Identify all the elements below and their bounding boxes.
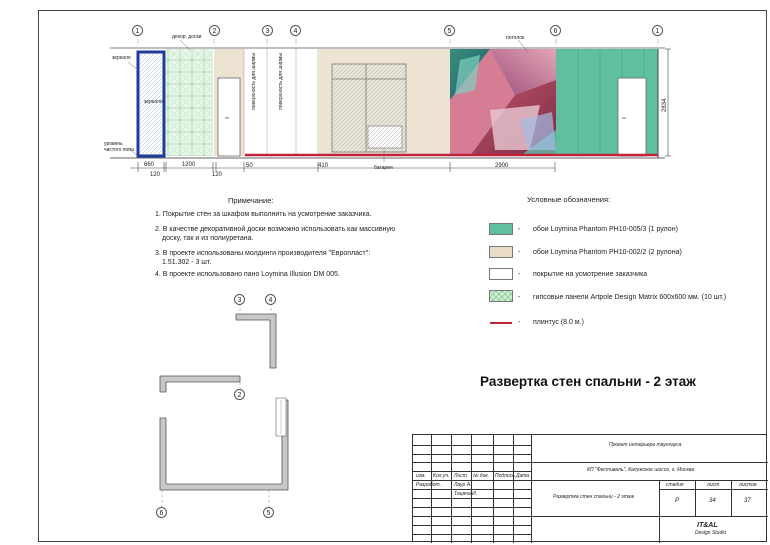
axis-marker: 4	[290, 25, 301, 36]
legend-item: обои Loymina Phantom PH10-002/2 (2 рулона)	[533, 249, 682, 256]
legend-swatch	[489, 246, 513, 258]
stage-header: стадия	[666, 482, 684, 488]
plan-axis-marker: 2	[234, 389, 245, 400]
sheet-header: лист	[707, 482, 720, 488]
legend-swatch	[489, 268, 513, 280]
studio-sub: Design Studio	[695, 530, 727, 536]
axis-marker: 2	[209, 25, 220, 36]
dim-410: 410	[318, 163, 329, 169]
axis-marker: 3	[262, 25, 273, 36]
legend-item: обои Loymina Phantom PH10-005/3 (1 рулон)	[533, 226, 678, 233]
legend-swatch	[489, 290, 513, 302]
legend-heading: Условные обозначения:	[527, 195, 611, 204]
plan-axis-marker: 4	[265, 294, 276, 305]
legend-dash: -	[518, 319, 521, 326]
label-mirror: зеркало	[112, 55, 131, 61]
project-name: Проект интерьера таунхауса	[609, 442, 682, 448]
axis-marker: 5	[444, 25, 455, 36]
legend-dash: -	[518, 294, 521, 301]
sheet-value: 34	[709, 498, 716, 504]
label-niche-2: поверхность для ширмы	[278, 53, 284, 110]
col-header: изм.	[416, 473, 426, 479]
axis-marker: 1	[132, 25, 143, 36]
dim-120: 120	[212, 172, 223, 178]
col-header: Дата	[516, 473, 530, 479]
note-item: 4. В проекте использовано пано Loymina Illusion DM 005.	[155, 271, 340, 278]
dim-120: 120	[150, 172, 161, 178]
col-header: Кол.уч.	[433, 473, 450, 479]
legend-dash: -	[518, 271, 521, 278]
label-battery: батарея	[374, 165, 393, 171]
legend-item: покрытие на усмотрение заказчика	[533, 271, 648, 278]
project-address: КП "Фестиваль", Калужское шоссе, г. Москва	[587, 467, 695, 473]
axis-marker: 1	[652, 25, 663, 36]
plan-axis-marker: 5	[263, 507, 274, 518]
legend-swatch	[489, 223, 513, 235]
label-floor-level: уровень чистого пола	[104, 141, 134, 153]
sheet-title: Развертка стен спальни - 2 этаж	[480, 374, 696, 389]
legend-dash: -	[518, 249, 521, 256]
label-ceiling: потолок	[506, 35, 525, 41]
col-header: Лист	[454, 473, 467, 479]
label-niche-1: поверхность для ширмы	[251, 53, 257, 110]
stamp-sheet-name: Развертка стен спальни - 2 этаж	[553, 494, 635, 500]
plan-axis-marker: 6	[156, 507, 167, 518]
label-decor-board: декор. доски	[172, 34, 202, 40]
stage-value: Р	[675, 498, 680, 504]
legend-item: гипсовые панели Artpole Design Matrix 600х600 мм. (10 шт.)	[533, 294, 727, 301]
dim-660: 660	[144, 162, 155, 168]
notes-heading: Примечание:	[228, 196, 274, 205]
note-item: доску, так и из полиуретана.	[162, 235, 254, 242]
role-label: Разработ.	[416, 482, 441, 488]
label-cabinet: зеркало	[144, 99, 163, 105]
note-item: 1.51.302 - 3 шт.	[162, 259, 212, 266]
col-header: Подпись	[495, 473, 515, 479]
plan-axis-marker: 3	[234, 294, 245, 305]
dim-1200: 1200	[182, 162, 196, 168]
sheets-value: 37	[744, 498, 751, 504]
note-item: 2. В качестве декоративной доски возможно использовать как массивную	[155, 226, 396, 233]
note-item: 1. Покрытие стен за шкафом выполнить на усмотрение заказчика.	[155, 211, 372, 218]
title-block	[412, 434, 767, 542]
dim-height: 2834	[662, 98, 668, 112]
col-header: № док.	[473, 473, 490, 479]
dim-50: 50	[246, 163, 253, 169]
person-name: Тацяна И.	[454, 491, 478, 497]
note-item: 3. В проекте использованы молдинги производителя "Европласт":	[155, 250, 371, 257]
legend-dash: -	[518, 226, 521, 233]
person-name: Лаур А.	[454, 482, 472, 488]
axis-marker: 6	[550, 25, 561, 36]
legend-item: плинтус (8.0 м.)	[533, 319, 584, 326]
dim-2900: 2900	[495, 163, 509, 169]
studio-logo: IT&AL	[697, 522, 718, 529]
sheets-header: листов	[739, 482, 757, 488]
